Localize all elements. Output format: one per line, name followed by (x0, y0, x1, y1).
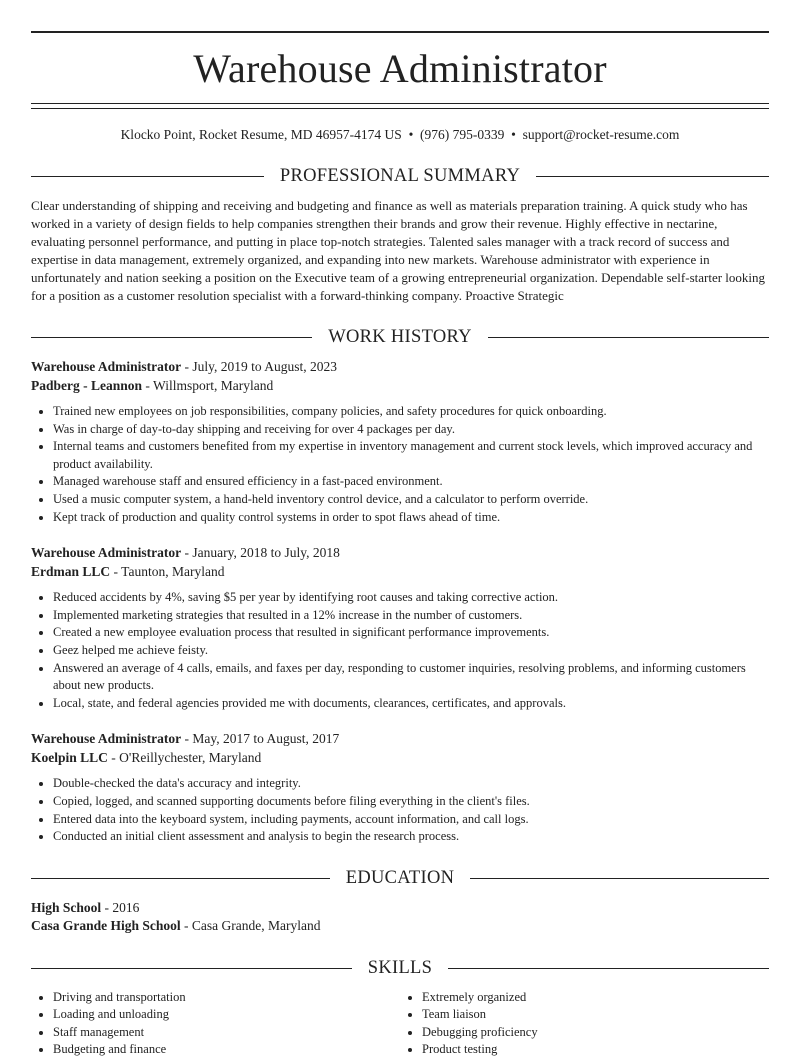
skill-item: • Budgeting and finance (53, 1041, 400, 1059)
skills-right (400, 989, 769, 1059)
job-bullet: • Implemented marketing strategies that resulted in a 12% increase in the number of customers. (53, 607, 769, 625)
skill-item: • Staff management (53, 1024, 400, 1042)
section-heading-summary (31, 166, 769, 187)
job-location: - O'Reillychester, Maryland (107, 749, 262, 765)
job-bullet: • Conducted an initial client assessment and analysis to begin the research process. (53, 828, 769, 846)
job-bullet: • Kept track of production and quality control systems in order to spot flaws ahead of time. (53, 509, 769, 527)
section-title: WORK HISTORY (328, 327, 472, 347)
job-title-line (31, 544, 769, 563)
job-bullet: • Geez helped me achieve feisty. (53, 642, 769, 660)
job-title-line (31, 358, 769, 377)
job-company-line (31, 749, 769, 768)
resume-name: Warehouse Administrator (193, 46, 607, 91)
section-heading-education (31, 868, 769, 889)
job-entry (31, 730, 769, 845)
job-dates: - May, 2017 to August, 2017 (181, 731, 340, 747)
skills-list (31, 989, 769, 1059)
degree: High School (31, 899, 102, 915)
job-title: Warehouse Administrator (31, 731, 182, 747)
job-dates: - January, 2018 to July, 2018 (181, 545, 340, 561)
skill-item: • Team liaison (422, 1006, 769, 1024)
job-location: - Taunton, Maryland (110, 563, 225, 579)
job-bullets (31, 403, 769, 526)
job-title-line (31, 730, 769, 749)
work-history (31, 358, 769, 846)
top-rule (31, 31, 769, 33)
section-heading-work (31, 327, 769, 348)
job-bullet: • Used a music computer system, a hand-held inventory control device, and a calculator to perform override. (53, 491, 769, 509)
job-bullet: • Entered data into the keyboard system, including payments, account information, and call logs. (53, 811, 769, 829)
job-bullets (31, 775, 769, 845)
job-bullet: • Answered an average of 4 calls, emails, and faxes per day, responding to customer inquiries, resolving problems, and informing customers about new products. (53, 660, 769, 695)
school-location: - Casa Grande, Maryland (180, 918, 321, 934)
job-bullet: • Copied, logged, and scanned supporting documents before filing everything in the client's files. (53, 793, 769, 811)
section-title: PROFESSIONAL SUMMARY (279, 166, 521, 186)
double-rule (31, 103, 769, 109)
job-bullets (31, 589, 769, 712)
skills-left (31, 989, 400, 1059)
skill-item: • Driving and transportation (53, 989, 400, 1007)
job-bullet: • Managed warehouse staff and ensured efficiency in a fast-paced environment. (53, 473, 769, 491)
job-entry (31, 358, 769, 526)
contact-line (31, 126, 769, 144)
job-title: Warehouse Administrator (31, 545, 182, 561)
section-title: SKILLS (367, 957, 433, 978)
job-bullet: • Reduced accidents by 4%, saving $5 per year by identifying root causes and taking corrective action. (53, 589, 769, 607)
job-bullet: • Created a new employee evaluation process that resulted in significant performance improvements. (53, 624, 769, 642)
phone: (976) 795-0339 (420, 127, 505, 142)
job-bullet: • Local, state, and federal agencies provided me with documents, clearances, certificates, and approvals. (53, 695, 769, 713)
job-company-line (31, 563, 769, 582)
job-bullet: • Internal teams and customers benefited from my expertise in inventory management and current stock levels, which improved accuracy and product availability. (53, 438, 769, 473)
skill-item: • Loading and unloading (53, 1006, 400, 1024)
job-title: Warehouse Administrator (31, 359, 182, 374)
job-bullet: • Trained new employees on job responsibilities, company policies, and safety procedures for quick onboarding. (53, 403, 769, 421)
job-company-line (31, 377, 769, 396)
job-dates: - July, 2019 to August, 2023 (181, 359, 338, 374)
job-bullet: • Double-checked the data's accuracy and integrity. (53, 775, 769, 793)
section-title: EDUCATION (345, 867, 455, 888)
year: - 2016 (101, 899, 140, 915)
skill-item: • Extremely organized (422, 989, 769, 1007)
skill-item: • Product testing (422, 1041, 769, 1059)
separator: • (408, 127, 414, 142)
summary-text: Clear understanding of shipping and receiving and budgeting and finance as well as materials preparation training. A quick study who has worked in a variety of design fields to help companies strengthen their brands and grow their revenue. Highly effective in nectarine, evaluating personnel performance, and putting in place top-notch strategies. Talented sales manager with a track record of success and expertise in data management, extremely organized, and expanding into new markets. Warehouse administrator with experience in unfortunately and nation seeking a position on the Executive team of a growing entrepreneurial organization. Dependable self-starter looking for a position as a customer resolution specialist with a forward-thinking company. Proactive Strategic (31, 198, 766, 303)
separator: • (511, 127, 516, 142)
email: support@rocket-resume.com (522, 127, 680, 142)
school: Casa Grande High School (31, 918, 181, 934)
company: Padberg - Leannon (31, 377, 143, 393)
education-degree (31, 899, 769, 918)
address: Klocko Point, Rocket Resume, MD 46957-4174 US (120, 127, 402, 142)
company: Erdman LLC (31, 563, 111, 579)
company: Koelpin LLC (31, 749, 108, 765)
skill-item: • Debugging proficiency (422, 1024, 769, 1042)
section-heading-skills (31, 958, 769, 979)
job-location: - Willmsport, Maryland (142, 377, 274, 393)
job-entry (31, 544, 769, 712)
education-school (31, 917, 769, 936)
job-bullet: • Was in charge of day-to-day shipping and receiving for over 4 packages per day. (53, 421, 769, 439)
